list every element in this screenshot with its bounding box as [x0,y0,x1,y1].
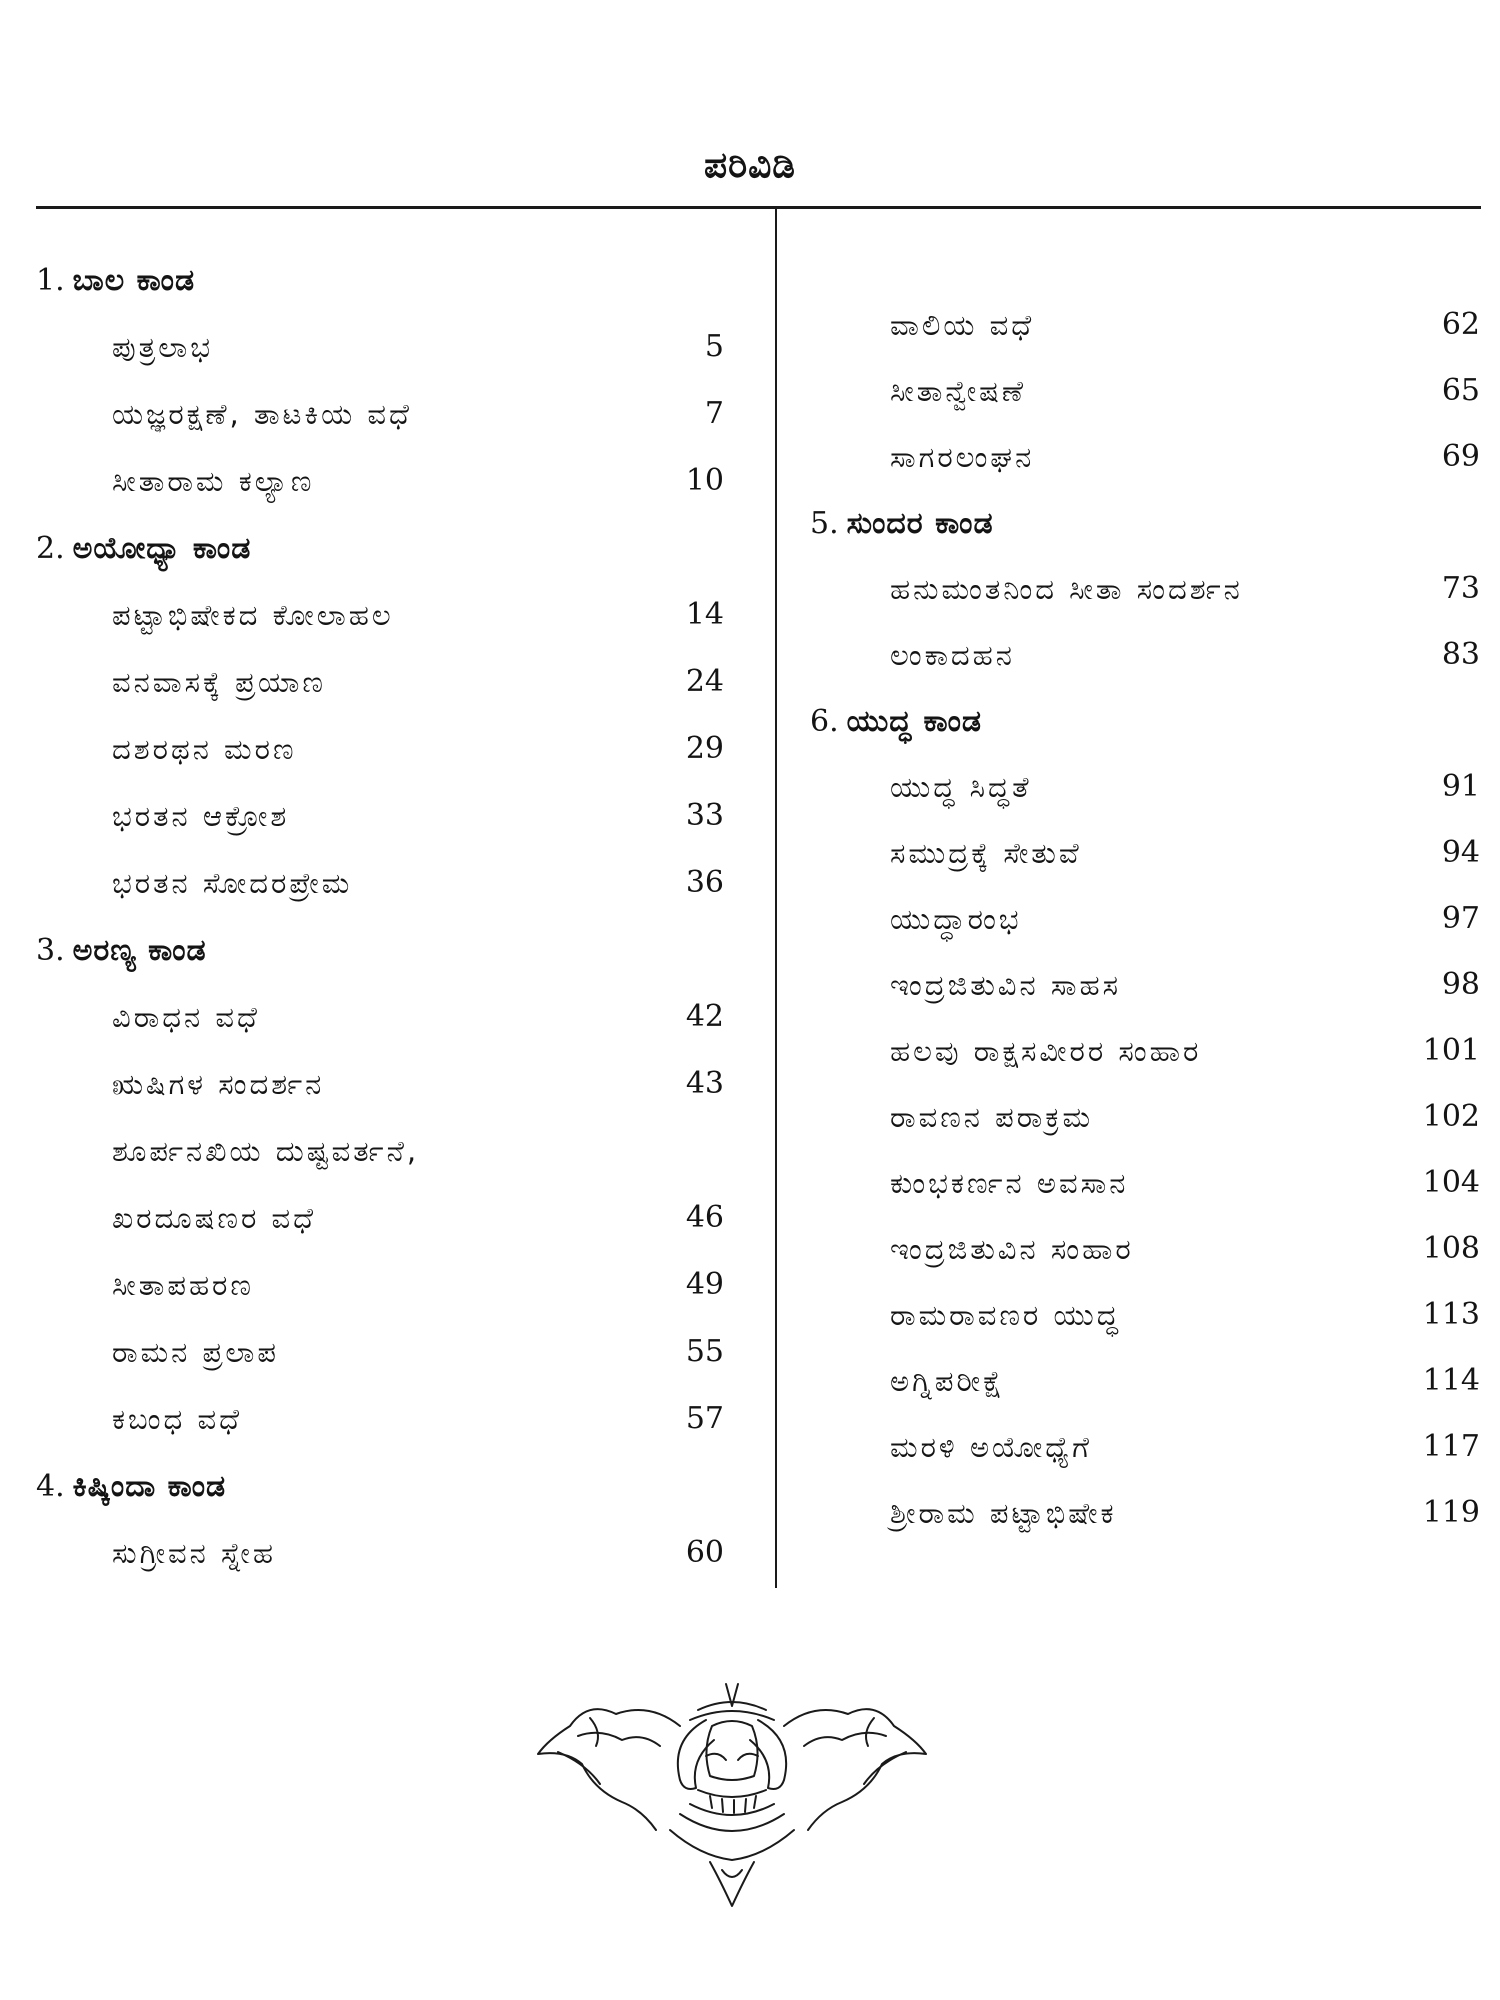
entry-page-number: 7 [704,396,724,431]
entry-page-number: 108 [1422,1231,1480,1266]
toc-entry [810,1419,1480,1475]
entry-page-number: 97 [1441,901,1480,936]
entry-title: ಇಂದ್ರಜಿತುವಿನ ಸಾಹಸ [890,968,1121,1002]
entry-title: ಲಂಕಾದಹನ [890,638,1015,672]
entry-page-number: 46 [685,1200,724,1235]
toc-entry [36,1525,724,1581]
kirtimukha-ornament-icon [530,1680,930,1910]
toc-entry [36,855,724,911]
toc-entry [810,363,1480,419]
section-heading [36,1458,716,1514]
entry-page-number: 49 [685,1267,724,1302]
entry-title: ಶ್ರೀರಾಮ ಪಟ್ಟಾಭಿಷೇಕ [890,1496,1117,1530]
toc-entry [36,654,724,710]
entry-title: ಹನುಮಂತನಿಂದ ಸೀತಾ ಸಂದರ್ಶನ [890,572,1243,606]
toc-entry [810,1023,1480,1079]
toc-entry [36,1324,724,1380]
toc-entry [810,891,1480,947]
entry-title: ಯುದ್ಧಾರಂಭ [890,902,1022,936]
toc-entry [36,319,724,375]
entry-title: ಯಜ್ಞರಕ್ಷಣೆ, ತಾಟಕಿಯ ವಧೆ [112,397,412,431]
entry-title: ಸುಗ್ರೀವನ ಸ್ನೇಹ [112,1536,276,1570]
entry-page-number: 73 [1441,571,1480,606]
toc-entry [36,453,724,509]
entry-title: ಸೀತಾಪಹರಣ [112,1268,254,1302]
toc-entry [810,825,1480,881]
entry-title: ಇಂದ್ರಜಿತುವಿನ ಸಂಹಾರ [890,1232,1134,1266]
toc-entry [36,721,724,777]
entry-title: ಪಟ್ಟಾಭಿಷೇಕದ ಕೋಲಾಹಲ [112,598,394,632]
toc-entry [810,1089,1480,1145]
toc-entry [810,429,1480,485]
entry-title: ಅಗ್ನಿಪರೀಕ್ಷೆ [890,1364,1005,1398]
toc-entry [810,561,1480,617]
column-divider [775,208,777,1588]
toc-entry [810,957,1480,1013]
entry-page-number: 65 [1441,373,1480,408]
entry-page-number: 62 [1441,307,1480,342]
section-number: 2. [36,531,65,566]
entry-page-number: 113 [1422,1297,1480,1332]
toc-entry [36,1257,724,1313]
section-title: ಸುಂದರ ಕಾಂಡ [846,506,994,541]
entry-page-number: 117 [1422,1429,1480,1464]
page-title: ಪರಿವಿಡಿ [704,145,796,186]
toc-entry [810,627,1480,683]
entry-title: ರಾವಣನ ಪರಾಕ್ರಮ [890,1100,1094,1134]
toc-entry [36,1123,716,1179]
section-heading [36,252,716,308]
entry-title: ದಶರಥನ ಮರಣ [112,732,297,766]
toc-entry [810,1155,1480,1211]
toc-entry [810,1485,1480,1541]
section-number: 5. [810,506,839,541]
entry-page-number: 102 [1422,1099,1480,1134]
entry-page-number: 60 [685,1535,724,1570]
section-heading [36,922,716,978]
section-number: 1. [36,263,65,298]
entry-page-number: 10 [685,463,724,498]
entry-page-number: 57 [685,1401,724,1436]
entry-page-number: 114 [1422,1363,1480,1398]
toc-entry [810,1353,1480,1409]
section-number: 4. [36,1469,65,1504]
entry-title: ಖರದೂಷಣರ ವಧೆ [112,1201,317,1235]
toc-entry [36,788,724,844]
toc-entry [810,759,1480,815]
entry-page-number: 36 [685,865,724,900]
toc-entry [810,1221,1480,1277]
entry-title: ಸಮುದ್ರಕ್ಕೆ ಸೇತುವೆ [890,836,1082,870]
toc-entry [36,1190,724,1246]
entry-title: ವನವಾಸಕ್ಕೆ ಪ್ರಯಾಣ [112,665,326,699]
entry-title: ಕಬಂಧ ವಧೆ [112,1402,242,1436]
entry-title: ವಾಲಿಯ ವಧೆ [890,308,1035,342]
entry-page-number: 104 [1422,1165,1480,1200]
entry-page-number: 69 [1441,439,1480,474]
entry-page-number: 101 [1422,1033,1480,1068]
entry-title: ಸೀತಾನ್ವೇಷಣೆ [890,374,1027,408]
section-title: ಬಾಲ ಕಾಂಡ [72,263,196,298]
entry-page-number: 43 [685,1066,724,1101]
entry-page-number: 14 [685,597,724,632]
entry-title: ಸಾಗರಲಂಘನ [890,440,1035,474]
entry-page-number: 24 [685,664,724,699]
entry-page-number: 55 [685,1334,724,1369]
section-heading [36,520,716,576]
entry-title: ಕುಂಭಕರ್ಣನ ಅವಸಾನ [890,1166,1129,1200]
entry-title: ವಿರಾಧನ ವಧೆ [112,1000,260,1034]
entry-title: ಭರತನ ಸೋದರಪ್ರೇಮ [112,866,353,900]
toc-entry [36,386,724,442]
section-heading [810,495,1480,551]
entry-page-number: 98 [1441,967,1480,1002]
entry-title: ಯುದ್ಧ ಸಿದ್ಧತೆ [890,770,1032,804]
toc-entry [36,1391,724,1447]
title-rule [36,206,1481,209]
entry-title: ಋಷಿಗಳ ಸಂದರ್ಶನ [112,1067,325,1101]
toc-entry [36,1056,724,1112]
section-number: 3. [36,933,65,968]
entry-title: ಭರತನ ಆಕ್ರೋಶ [112,799,290,833]
entry-title: ರಾಮನ ಪ್ರಲಾಪ [112,1335,279,1369]
entry-title: ಪುತ್ರಲಾಭ [112,330,214,364]
toc-entry [36,587,724,643]
section-heading [810,693,1480,749]
section-title: ಅಯೋಧ್ಯಾ ಕಾಂಡ [72,531,252,566]
entry-page-number: 91 [1441,769,1480,804]
section-title: ಯುದ್ಧ ಕಾಂಡ [846,704,983,739]
entry-page-number: 33 [685,798,724,833]
entry-page-number: 119 [1422,1495,1480,1530]
toc-entry [810,1287,1480,1343]
entry-page-number: 94 [1441,835,1480,870]
section-number: 6. [810,704,839,739]
entry-title: ಸೀತಾರಾಮ ಕಲ್ಯಾಣ [112,464,315,498]
entry-title: ರಾಮರಾವಣರ ಯುದ್ಧ [890,1298,1121,1332]
entry-title: ಹಲವು ರಾಕ್ಷಸವೀರರ ಸಂಹಾರ [890,1034,1202,1068]
entry-title: ಮರಳಿ ಅಯೋಧ್ಯೆಗೆ [890,1430,1092,1464]
entry-title: ಶೂರ್ಪನಖಿಯ ದುಷ್ಟವರ್ತನೆ, [112,1134,420,1168]
entry-page-number: 83 [1441,637,1480,672]
entry-page-number: 5 [704,329,724,364]
section-title: ಅರಣ್ಯ ಕಾಂಡ [72,933,207,968]
section-title: ಕಿಷ್ಕಿಂದಾ ಕಾಂಡ [72,1469,227,1504]
toc-entry [810,297,1480,353]
entry-page-number: 42 [685,999,724,1034]
toc-entry [36,989,724,1045]
entry-page-number: 29 [685,731,724,766]
